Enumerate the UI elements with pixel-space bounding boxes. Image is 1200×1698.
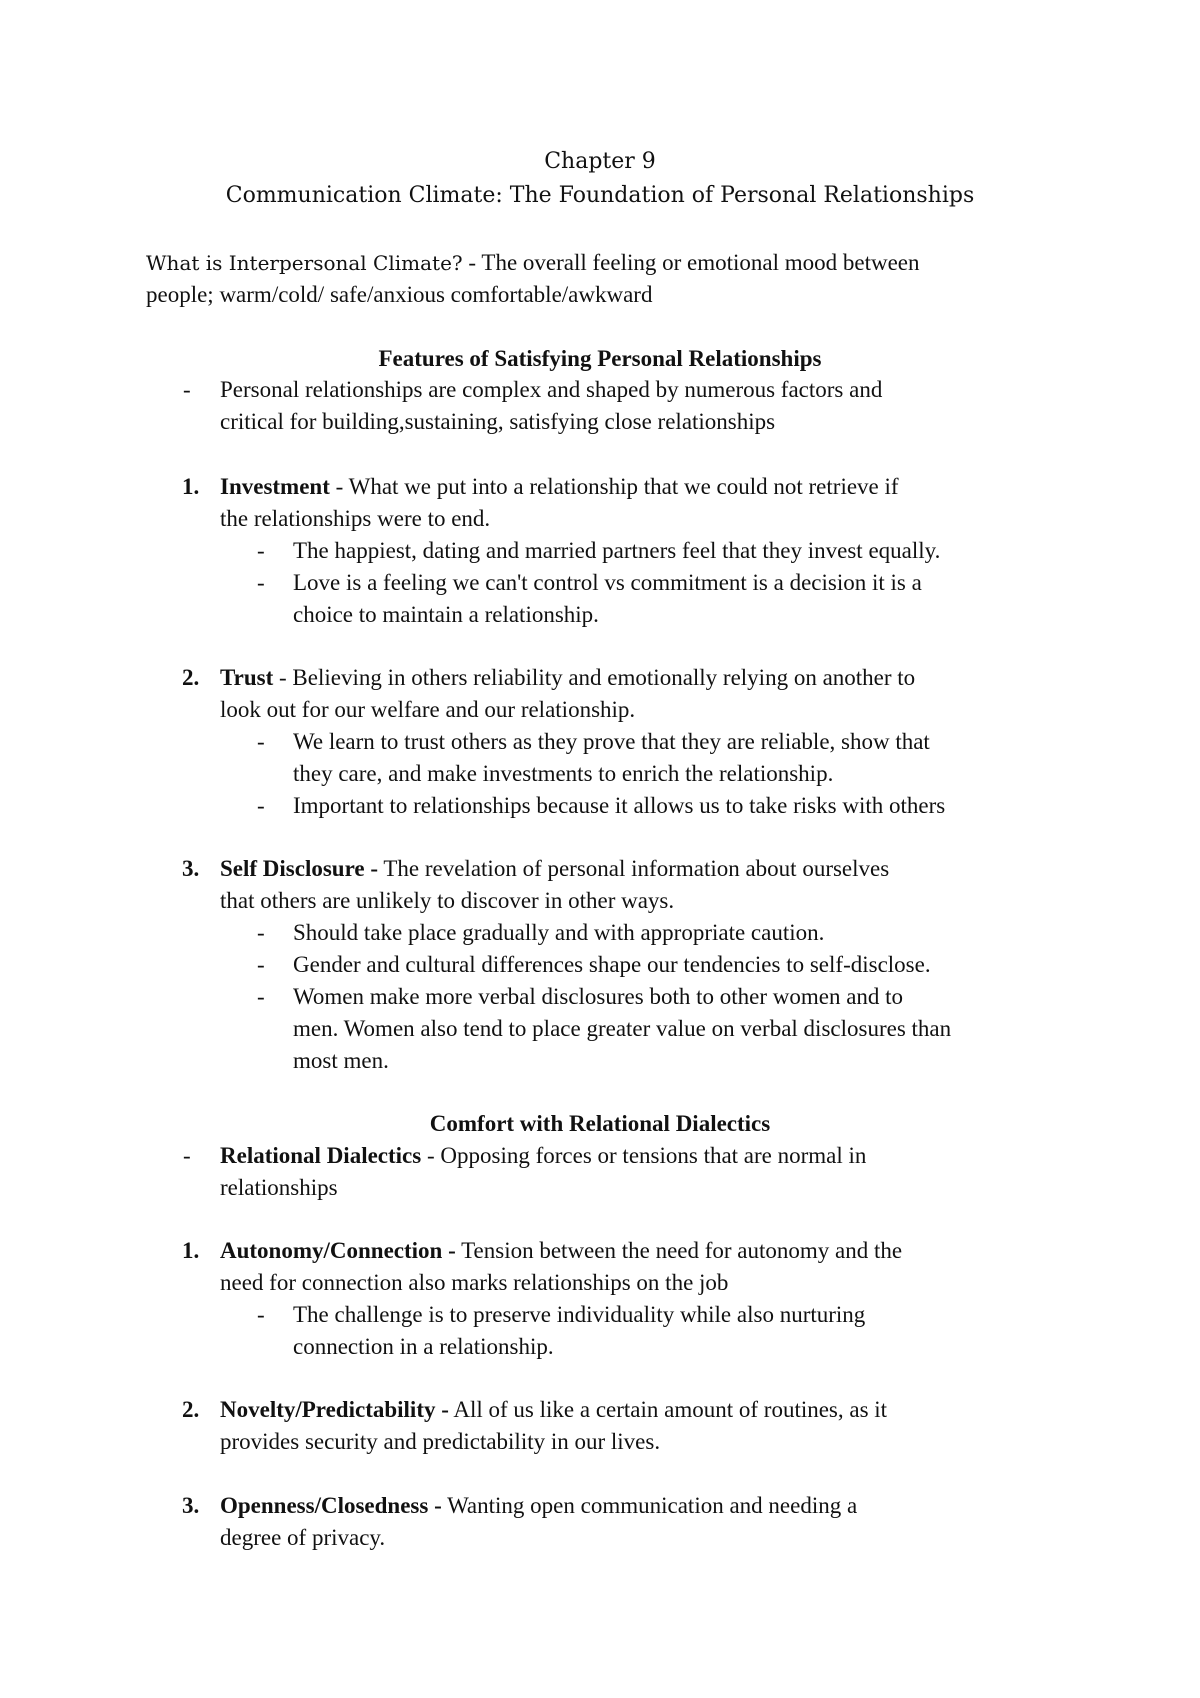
list-item-openness-closedness (220, 1490, 1100, 1554)
sub-item-line1: Women make more verbal disclosures both to other women and to (293, 984, 904, 1009)
item-line1: - What we put into a relationship that we could not retrieve if (329, 474, 899, 499)
sub-item (293, 1299, 1103, 1363)
item-line1: All of us like a certain amount of routines, as it (448, 1397, 888, 1422)
item-number: 3. (182, 1493, 200, 1518)
section2-heading: Comfort with Relational Dialectics (429, 1111, 771, 1136)
list-item-self-disclosure (220, 853, 1100, 917)
sub-item-line2: they care, and make investments to enrich the relationship. (293, 761, 834, 786)
item-line1: Wanting open communication and needing a (441, 1493, 858, 1518)
chapter-number: Chapter 9 (544, 149, 656, 174)
intro-def-line2: people; warm/cold/ safe/anxious comfortable/awkward (146, 282, 653, 307)
sub-item: Important to relationships because it allows us to take risks with others (293, 793, 946, 818)
sub-dash: - (257, 729, 265, 754)
item-number: 1. (182, 474, 200, 499)
list-item-trust (220, 662, 1100, 726)
section1-note-line2: critical for building,sustaining, satisfying close relationships (220, 409, 776, 434)
section2-note-term: Relational Dialectics (220, 1143, 422, 1168)
sub-item: Gender and cultural differences shape our tendencies to self-disclose. (293, 952, 931, 977)
list-item-novelty-predictability (220, 1394, 1100, 1458)
sub-dash: - (257, 793, 265, 818)
section1-note (220, 374, 1100, 438)
intro-definition (146, 247, 1106, 311)
intro-sep: - (462, 250, 482, 275)
item-line1: The revelation of personal information about ourselves (378, 856, 890, 881)
item-number: 3. (182, 856, 200, 881)
intro-term: What is Interpersonal Climate? (146, 251, 463, 275)
item-line2: the relationships were to end. (220, 506, 491, 531)
section1-note-dash: - (183, 377, 191, 402)
sub-dash: - (257, 570, 265, 595)
section2-note-dash: - (183, 1143, 191, 1168)
item-line2: look out for our welfare and our relationship. (220, 697, 636, 722)
item-term: Openness/Closedness - (220, 1493, 442, 1518)
sub-dash: - (257, 984, 265, 1009)
sub-item-line1: The challenge is to preserve individuality while also nurturing (293, 1302, 866, 1327)
sub-dash: - (257, 952, 265, 977)
item-line1: Tension between the need for autonomy and the (455, 1238, 903, 1263)
sub-item (293, 567, 1103, 631)
sub-item-line3: most men. (293, 1048, 389, 1073)
item-term: Investment (220, 474, 330, 499)
sub-item: Should take place gradually and with appropriate caution. (293, 920, 825, 945)
sub-item-line1: We learn to trust others as they prove that they are reliable, show that (293, 729, 930, 754)
item-line2: provides security and predictability in our lives. (220, 1429, 661, 1454)
sub-item-line2: choice to maintain a relationship. (293, 602, 599, 627)
item-line1: - Believing in others reliability and emotionally relying on another to (273, 665, 916, 690)
item-line2: degree of privacy. (220, 1525, 386, 1550)
sub-item: The happiest, dating and married partners feel that they invest equally. (293, 538, 941, 563)
sub-item-line1: Love is a feeling we can't control vs commitment is a decision it is a (293, 570, 922, 595)
item-term: Novelty/Predictability - (220, 1397, 449, 1422)
item-term: Self Disclosure - (220, 856, 379, 881)
section2-note-line2: relationships (220, 1175, 338, 1200)
sub-dash: - (257, 920, 265, 945)
intro-def-line1: The overall feeling or emotional mood between (481, 250, 920, 275)
item-number: 2. (182, 665, 200, 690)
item-term: Trust (220, 665, 274, 690)
section1-heading: Features of Satisfying Personal Relationships (378, 346, 822, 371)
list-item-investment (220, 471, 1100, 535)
item-line2: that others are unlikely to discover in other ways. (220, 888, 675, 913)
sub-item (293, 981, 1103, 1077)
sub-item-line2: men. Women also tend to place greater value on verbal disclosures than (293, 1016, 952, 1041)
list-item-autonomy-connection (220, 1235, 1100, 1299)
sub-dash: - (257, 1302, 265, 1327)
item-term: Autonomy/Connection - (220, 1238, 456, 1263)
chapter-title: Communication Climate: The Foundation of Personal Relationships (225, 183, 975, 208)
item-line2: need for connection also marks relationships on the job (220, 1270, 729, 1295)
sub-item (293, 726, 1103, 790)
item-number: 2. (182, 1397, 200, 1422)
item-number: 1. (182, 1238, 200, 1263)
sub-dash: - (257, 538, 265, 563)
section2-note (220, 1140, 1100, 1204)
section1-note-line1: Personal relationships are complex and shaped by numerous factors and (220, 377, 883, 402)
sub-item-line2: connection in a relationship. (293, 1334, 554, 1359)
section2-note-line1: - Opposing forces or tensions that are normal in (421, 1143, 867, 1168)
